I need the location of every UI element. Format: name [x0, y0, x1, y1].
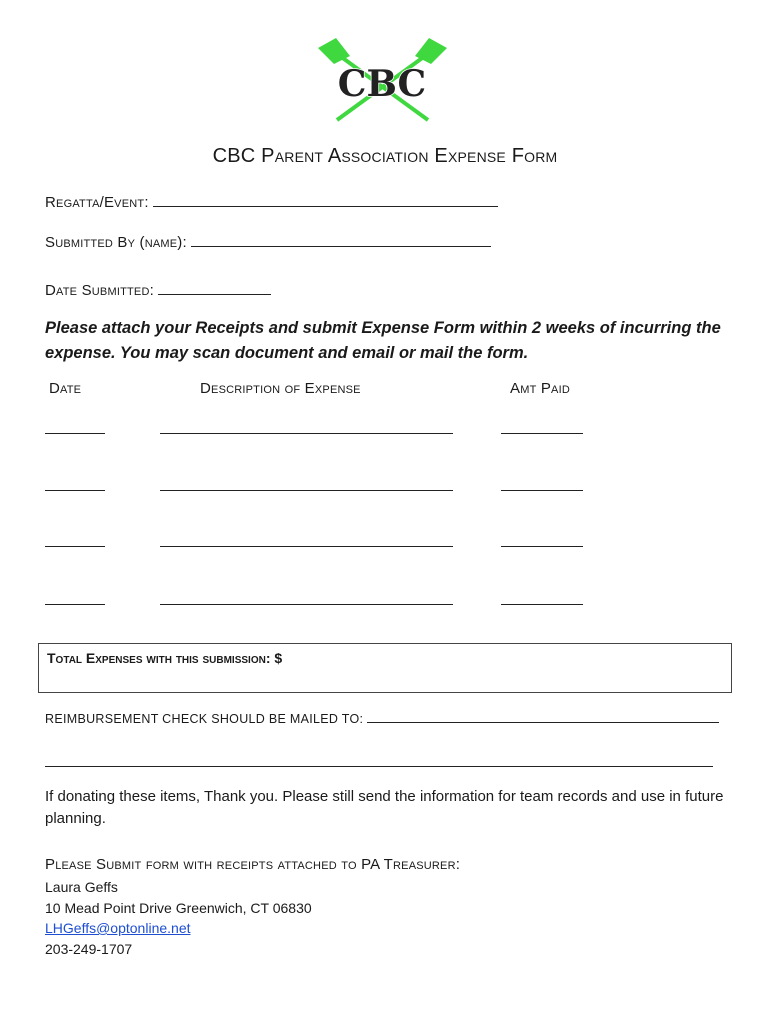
regatta-input-line[interactable]: [153, 192, 498, 207]
submit-instruction: Please Submit form with receipts attached to PA Treasurer:: [45, 856, 461, 873]
row-2-date-line[interactable]: [45, 490, 105, 491]
treasurer-name: Laura Geffs: [45, 879, 118, 895]
treasurer-address: 10 Mead Point Drive Greenwich, CT 06830: [45, 900, 312, 916]
mailing-input-line[interactable]: [367, 710, 719, 723]
row-3-date-line[interactable]: [45, 546, 105, 547]
form-title: CBC Parent Association Expense Form: [212, 145, 558, 167]
mailing-address-line-2[interactable]: [45, 766, 713, 767]
row-4-date-line[interactable]: [45, 604, 105, 605]
amount-column-header: Amt Paid: [510, 380, 570, 397]
submitted-by-input-line[interactable]: [191, 232, 491, 247]
treasurer-email-link[interactable]: LHGeffs@optonline.net: [45, 920, 191, 936]
mailing-address-field: [45, 710, 719, 726]
row-1-description-line[interactable]: [160, 433, 453, 434]
submitted-by-field: [45, 232, 491, 251]
instructions-notice: Please attach your Receipts and submit Expense Form within 2 weeks of incurring the expense. You may scan document and email or mail the form.: [45, 319, 721, 362]
date-submitted-label: Date Submitted:: [45, 282, 154, 299]
cbc-logo: [310, 38, 455, 126]
submitted-by-label: Submitted By (name):: [45, 234, 187, 251]
regatta-field: [45, 192, 498, 211]
date-column-header: Date: [49, 380, 82, 397]
date-submitted-field: [45, 280, 271, 299]
date-submitted-input-line[interactable]: [158, 280, 271, 295]
row-3-amount-line[interactable]: [501, 546, 583, 547]
regatta-label: Regatta/Event:: [45, 194, 149, 211]
donation-note: If donating these items, Thank you. Please still send the information for team records and use in future planning.: [45, 788, 724, 827]
total-expenses-box[interactable]: [38, 643, 732, 693]
row-1-date-line[interactable]: [45, 433, 105, 434]
row-1-amount-line[interactable]: [501, 433, 583, 434]
description-column-header: Description of Expense: [200, 380, 361, 397]
row-2-description-line[interactable]: [160, 490, 453, 491]
total-expenses-label: Total Expenses with this submission: $: [47, 650, 283, 666]
row-4-amount-line[interactable]: [501, 604, 583, 605]
treasurer-phone: 203-249-1707: [45, 941, 133, 957]
row-2-amount-line[interactable]: [501, 490, 583, 491]
logo-text: CBC: [337, 63, 427, 105]
mailing-label: REIMBURSEMENT CHECK SHOULD BE MAILED TO:: [45, 712, 364, 726]
row-4-description-line[interactable]: [160, 604, 453, 605]
row-3-description-line[interactable]: [160, 546, 453, 547]
